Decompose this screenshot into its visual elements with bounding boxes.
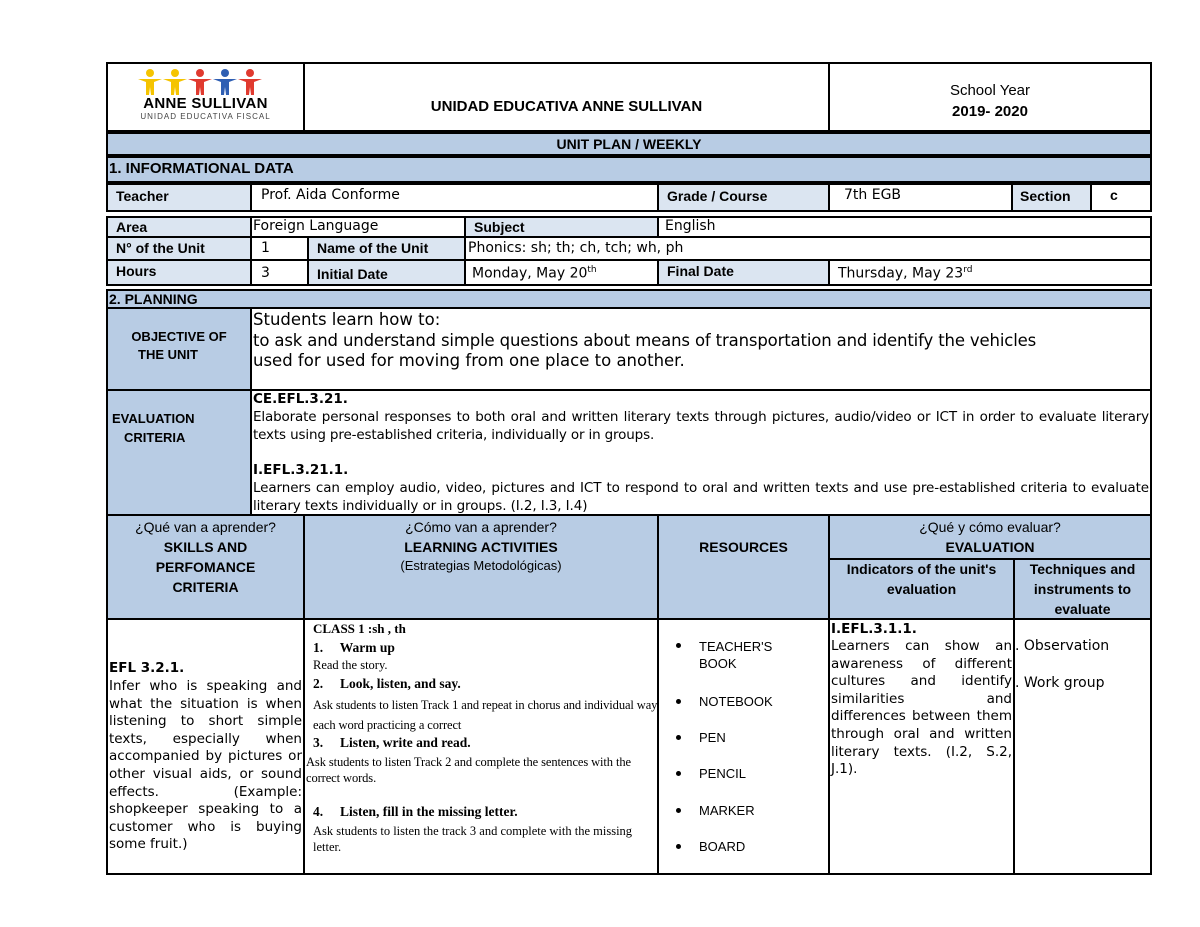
logo-figure-head [221,69,229,77]
subject-label-cell [464,216,659,238]
section-value: c [1110,187,1118,203]
criteria-label-line-2: CRITERIA [124,430,186,445]
step-1-text: Read the story. [313,658,388,672]
class-title: CLASS 1 :sh , th [313,621,406,636]
techniques-body-cell [1013,618,1152,875]
subject-value-cell [657,216,1152,238]
eval-indicator-text: Learners can show an awareness of different cultures and identify similarities and differences between them through oral and written literary texts. (I.2, S.2, J.1). [831,638,1012,778]
area-value-cell [250,216,466,238]
grade-value: 7th EGB [844,187,902,203]
hours-value: 3 [261,265,270,281]
bullet-icon [676,643,681,648]
resource-label: MARKER [699,803,755,818]
section-label: Section [1020,188,1071,204]
technique-item-1: . Observation [1015,638,1110,654]
hours-label: Hours [116,263,157,279]
initial-date-value [466,261,657,282]
criteria-text-cell [250,389,1152,516]
step-3-title: 3. Listen, write and read. [313,735,471,750]
criteria-text: Elaborate personal responses to both oral and written literary texts through pictures, audio/video or ICT in order to evaluate literary texts using pre-established criteria, individually or in groups. [253,409,1149,443]
section-1-heading-bar [106,156,1152,183]
criteria-label-cell [106,389,252,516]
objective-label-line-2: THE UNIT [138,347,198,362]
resource-label: TEACHER'S BOOK [699,639,773,671]
logo-figure-body [163,79,187,95]
criteria-label-line-1: EVALUATION [112,411,195,426]
school-year-value: 2019- 2020 [952,103,1028,120]
teacher-label: Teacher [116,188,169,204]
unit-plan-title: UNIT PLAN / WEEKLY [556,136,702,152]
school-title-cell [303,62,830,132]
objective-label-line-1: OBJECTIVE OF [131,329,227,344]
evaluation-header-cell [828,514,1152,560]
teacher-value-cell [250,183,659,212]
hours-value-cell [250,259,309,286]
bullet-icon [676,844,681,849]
indicators-title-1: Indicators of the unit's [846,561,997,577]
step-4-text: Ask students to listen the track 3 and complete with the missing letter. [313,824,633,854]
resource-label: BOARD [699,839,746,854]
section-value-cell [1090,183,1152,212]
logo-figure-head [196,69,204,77]
school-logo-figures-icon [138,68,263,96]
unit-no-value: 1 [261,240,270,256]
criteria-code: CE.EFL.3.21. [253,391,348,407]
logo-figure-head [146,69,154,77]
evaluation-title: EVALUATION [945,539,1035,555]
activities-title: LEARNING ACTIVITIES [404,539,558,555]
logo-figure-body [238,79,262,95]
resource-item [699,638,799,672]
activities-body-cell [303,618,659,875]
resources-title: RESOURCES [699,539,788,555]
objective-line-3: used for used for moving from one place to another. [253,351,685,370]
school-title: UNIDAD EDUCATIVA ANNE SULLIVAN [430,98,703,115]
unit-name-label: Name of the Unit [317,240,429,256]
skills-body-cell [106,618,305,875]
school-year-label: School Year [949,82,1031,99]
area-label: Area [116,219,148,235]
initial-date-suffix: th [587,265,597,275]
initial-date-label: Initial Date [317,266,388,282]
objective-label-cell [106,307,252,391]
section-1-heading: 1. INFORMATIONAL DATA [109,160,294,177]
grade-label: Grade / Course [667,188,768,204]
logo-name: ANNE SULLIVAN [143,95,268,112]
subject-label: Subject [474,219,525,235]
objective-line-2: to ask and understand simple questions about means of transportation and identify the vehicles [253,331,1037,350]
section-label-cell [1011,183,1092,212]
unit-no-label-cell [106,236,252,261]
bullet-icon [676,735,681,740]
logo-figure-head [171,69,179,77]
techniques-header-cell [1013,558,1152,620]
step-3-text: Ask students to listen Track 2 and complete the sentences with the correct words. [306,755,631,785]
area-label-cell [106,216,252,238]
initial-date-value-cell [464,259,659,286]
resource-label: NOTEBOOK [699,694,773,709]
step-1-title: 1. Warm up [313,640,395,655]
unit-no-label: N° of the Unit [116,240,205,256]
indicators-body-cell [828,618,1015,875]
logo-figure-body [138,79,162,95]
unit-no-value-cell [250,236,309,261]
section-2-heading: 2. PLANNING [109,291,198,307]
unit-name-value: Phonics: sh; th; ch, tch; wh, ph [468,240,684,256]
eval-indicator-code: I.EFL.3.1.1. [831,621,917,637]
logo-subtitle: UNIDAD EDUCATIVA FISCAL [140,112,271,121]
school-year-cell [828,62,1152,132]
skills-header-cell [106,514,305,620]
final-date-value-cell [828,259,1152,286]
activities-question: ¿Cómo van a aprender? [405,519,557,535]
bullet-icon [676,699,681,704]
unit-name-label-cell [307,236,466,261]
resource-item [699,803,755,818]
skills-title-1: SKILLS AND [163,539,248,555]
techniques-title-2: instruments to [1033,581,1132,597]
activities-header-cell [303,514,659,620]
bullet-icon [676,771,681,776]
skills-title-3: CRITERIA [172,579,239,595]
resource-item [699,766,746,781]
final-date-text: Thursday, May 23 [838,265,964,282]
techniques-title-3: evaluate [1054,601,1111,617]
skill-code: EFL 3.2.1. [109,660,185,676]
resource-label: PEN [699,730,726,745]
resource-label: PENCIL [699,766,746,781]
grade-label-cell [657,183,830,212]
resources-header-cell [657,514,830,620]
final-date-label-cell [657,259,830,286]
initial-date-text: Monday, May 20 [472,265,588,282]
activities-subtitle: (Estrategias Metodológicas) [400,558,562,573]
final-date-label: Final Date [667,263,734,279]
final-date-value [830,261,1150,282]
resource-item [699,730,726,745]
skill-text: Infer who is speaking and what the situation is when listening to short simple texts, especially when accompanied by pictures or other visual aids, or sound effects. (Example: shopkeeper speaking to a customer who is buying some fruit.) [109,678,302,853]
resource-item [699,839,745,854]
bullet-icon [676,808,681,813]
logo-figure-head [246,69,254,77]
indicators-header-cell [828,558,1015,620]
indicator-text: Learners can employ audio, video, pictures and ICT to respond to oral and written texts and use pre-established criteria to evaluate literary texts individually or in groups. (I.2, I.3, I.4) [253,480,1149,514]
area-value: Foreign Language [253,218,379,234]
indicators-title-2: evaluation [886,581,957,597]
skills-title-2: PERFOMANCE [155,559,256,575]
step-2-text: Ask students to listen Track 1 and repeat in chorus and individual way each word practicing a correct [313,698,658,732]
hours-label-cell [106,259,252,286]
resources-body-cell [657,618,830,875]
initial-date-label-cell [307,259,466,286]
logo-figure-body [188,79,212,95]
skills-question: ¿Qué van a aprender? [135,519,276,535]
section-2-heading-bar [106,289,1152,309]
step-4-title: 4. Listen, fill in the missing letter. [313,804,518,819]
final-date-suffix: rd [963,265,973,275]
logo-cell [106,62,305,132]
evaluation-question: ¿Qué y cómo evaluar? [919,519,1061,535]
step-2-title: 2. Look, listen, and say. [313,676,461,691]
objective-text-cell [250,307,1152,391]
resource-item [699,694,773,709]
technique-item-2: . Work group [1015,675,1105,691]
techniques-title-1: Techniques and [1029,561,1136,577]
teacher-value: Prof. Aida Conforme [261,187,400,203]
unit-plan-title-bar [106,132,1152,156]
grade-value-cell [828,183,1013,212]
subject-value: English [665,218,716,234]
unit-name-value-cell [464,236,1152,261]
objective-line-1: Students learn how to: [253,310,441,329]
logo-figure-body [213,79,237,95]
teacher-label-cell [106,183,252,212]
indicator-code: I.EFL.3.21.1. [253,462,349,478]
